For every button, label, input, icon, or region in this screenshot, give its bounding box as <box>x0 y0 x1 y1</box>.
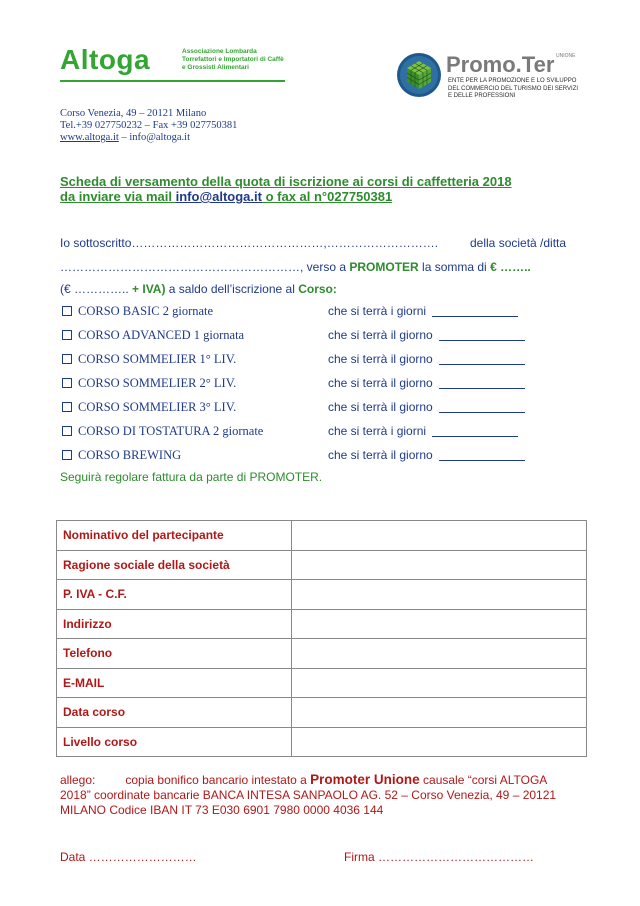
date-blank[interactable] <box>432 436 518 437</box>
field-label: Ragione sociale della società <box>57 550 292 580</box>
email-link[interactable]: info@altoga.it <box>175 189 262 204</box>
field-input[interactable] <box>292 580 587 610</box>
title-prefix: da inviare via mail <box>60 189 176 204</box>
euro-amount: € …….. <box>490 260 531 274</box>
promoter-cube-icon <box>396 52 442 98</box>
promoter-name: PROMOTER <box>349 260 419 274</box>
somma-line <box>60 260 531 274</box>
table-row <box>57 609 587 639</box>
somma-text-a: ……………………………………………………, verso a <box>60 260 350 274</box>
table-row <box>57 727 587 757</box>
promoter-logo-small: UNIONE <box>556 53 576 59</box>
title-line-2 <box>60 189 580 204</box>
web-line <box>60 132 237 144</box>
iva-text-b: a saldo dell’iscrizione al <box>165 282 299 296</box>
field-input[interactable] <box>292 521 587 551</box>
course-option[interactable] <box>62 304 213 319</box>
course-date <box>328 376 525 390</box>
course-name: CORSO BREWING <box>78 448 182 462</box>
phone-line: Tel.+39 027750232 – Fax +39 027750381 <box>60 120 238 131</box>
field-label: E-MAIL <box>57 668 292 698</box>
altoga-subtitle-line: Associazione Lombarda <box>182 48 257 55</box>
somma-text-b: la somma di <box>418 260 491 274</box>
checkbox-icon[interactable] <box>62 450 72 460</box>
table-row <box>57 550 587 580</box>
checkbox-icon[interactable] <box>62 306 72 316</box>
field-input[interactable] <box>292 639 587 669</box>
checkbox-icon[interactable] <box>62 426 72 436</box>
course-name: CORSO SOMMELIER 1° LIV. <box>78 352 237 366</box>
promoter-desc-line: DEL COMMERCIO DEL TURISMO DEI SERVIZI <box>448 85 579 92</box>
course-date <box>328 448 525 462</box>
email-text: info@altoga.it <box>129 132 191 143</box>
table-row <box>57 698 587 728</box>
course-date <box>328 328 525 342</box>
course-date <box>328 304 518 318</box>
checkbox-icon[interactable] <box>62 378 72 388</box>
promoter-logo-text: Promo.Ter <box>446 52 555 77</box>
course-date <box>328 424 518 438</box>
course-when: che si terrà il giorno <box>328 448 433 462</box>
date-signature-field[interactable]: Data ……………………… <box>60 850 197 864</box>
date-blank[interactable] <box>439 340 525 341</box>
course-name: CORSO SOMMELIER 2° LIV. <box>78 376 237 390</box>
date-blank[interactable] <box>439 460 525 461</box>
date-blank[interactable] <box>439 388 525 389</box>
promoter-desc-line: ENTE PER LA PROMOZIONE E LO SVILUPPO <box>448 78 577 84</box>
field-label: Telefono <box>57 639 292 669</box>
field-input[interactable] <box>292 668 587 698</box>
promoter-description <box>448 78 578 101</box>
address-separator: – <box>118 132 130 143</box>
checkbox-icon[interactable] <box>62 354 72 364</box>
societa-text: della società /ditta <box>470 236 567 250</box>
course-option[interactable] <box>62 448 181 463</box>
course-date <box>328 400 525 414</box>
corso-label: Corso: <box>298 282 337 296</box>
altoga-logo: Altoga <box>60 44 151 75</box>
course-option[interactable] <box>62 376 236 391</box>
course-when: che si terrà i giorni <box>328 304 427 318</box>
promoter-unione: Promoter Unione <box>310 772 420 787</box>
address-line: Corso Venezia, 49 – 20121 Milano <box>60 108 207 119</box>
table-row <box>57 668 587 698</box>
course-name: CORSO ADVANCED 1 giornata <box>78 328 245 342</box>
checkbox-icon[interactable] <box>62 402 72 412</box>
altoga-subtitle-line: Torrefattori e Importatori di Caffè <box>182 56 284 63</box>
field-label: Data corso <box>57 698 292 728</box>
iva-text-a: (€ ………….. <box>60 282 133 296</box>
table-row <box>57 639 587 669</box>
course-name: CORSO DI TOSTATURA 2 giornate <box>78 424 264 438</box>
field-label: Livello corso <box>57 727 292 757</box>
field-input[interactable] <box>292 550 587 580</box>
course-when: che si terrà il giorno <box>328 400 433 414</box>
date-blank[interactable] <box>439 412 525 413</box>
address-block <box>60 108 237 144</box>
course-name: CORSO SOMMELIER 3° LIV. <box>78 400 237 414</box>
allego-text-a: copia bonifico bancario intestato a <box>125 773 311 787</box>
course-option[interactable] <box>62 424 263 439</box>
course-option[interactable] <box>62 328 244 343</box>
course-when: che si terrà i giorni <box>328 424 427 438</box>
page-title <box>60 174 580 204</box>
altoga-subtitle-line: e Grossisti Alimentari <box>182 64 249 71</box>
course-option[interactable] <box>62 352 236 367</box>
table-row <box>57 521 587 551</box>
title-suffix: o fax al n°027750381 <box>261 189 393 204</box>
table-row <box>57 580 587 610</box>
course-when: che si terrà il giorno <box>328 376 433 390</box>
sottoscritto-text: Io sottoscritto…………………………………………,………………………. <box>60 236 439 250</box>
field-input[interactable] <box>292 609 587 639</box>
sottoscritto-line <box>60 236 567 250</box>
website-link[interactable]: www.altoga.it <box>60 132 119 143</box>
date-blank[interactable] <box>439 364 525 365</box>
course-when: che si terrà il giorno <box>328 352 433 366</box>
course-when: che si terrà il giorno <box>328 328 433 342</box>
date-blank[interactable] <box>432 316 518 317</box>
checkbox-icon[interactable] <box>62 330 72 340</box>
title-line-1: Scheda di versamento della quota di iscrizione ai corsi di caffetteria 2018 <box>60 174 512 189</box>
participant-form <box>56 520 587 757</box>
course-date <box>328 352 525 366</box>
field-label: Nominativo del partecipante <box>57 521 292 551</box>
field-input[interactable] <box>292 698 587 728</box>
field-label: Indirizzo <box>57 609 292 639</box>
attachment-note <box>60 772 580 818</box>
altoga-subtitle <box>182 48 284 72</box>
course-option[interactable] <box>62 400 236 415</box>
iva-line <box>60 282 337 296</box>
field-input[interactable] <box>292 727 587 757</box>
fattura-note: Seguirà regolare fattura da parte di PROMOTER. <box>60 470 323 484</box>
signature-field[interactable]: Firma ………………………………… <box>344 850 534 864</box>
allego-label: allego: <box>60 773 96 787</box>
course-name: CORSO BASIC 2 giornate <box>78 304 214 318</box>
promoter-desc-line: E DELLE PROFESSIONI <box>448 93 516 99</box>
iva-label: + IVA) <box>132 282 166 296</box>
allego-text-b: causale “corsi ALTOGA 2018” coordinate bancarie BANCA INTESA SANPAOLO AG. 52 – Corso Venezia, 49 – 20121 MILANO Codice IBAN IT 73 E030 6901 7980 0000 4036 144 <box>60 773 557 817</box>
field-label: P. IVA - C.F. <box>57 580 292 610</box>
logo-divider <box>60 80 285 82</box>
